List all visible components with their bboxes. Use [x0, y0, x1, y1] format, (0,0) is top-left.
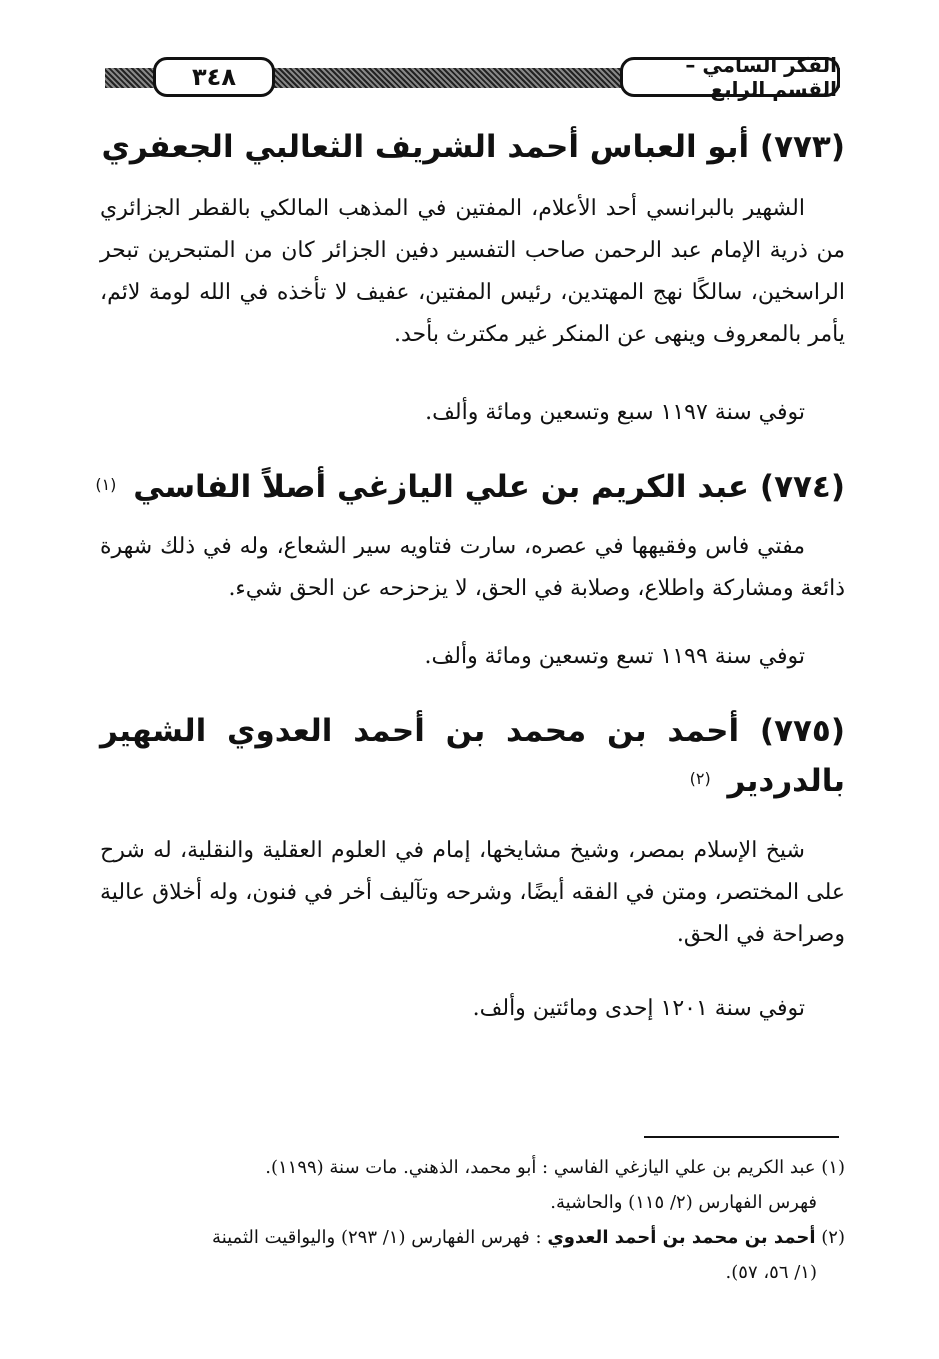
entry-773: [100, 122, 845, 172]
entry-773-body: [100, 188, 845, 356]
entry-death: توفي سنة ١٢٠١ إحدى ومائتين وألف.: [472, 996, 805, 1021]
entry-name: أبو العباس أحمد الشريف الثعالبي الجعفري: [101, 129, 750, 165]
entry-773-death: [100, 392, 845, 434]
footnote-2: [100, 1220, 845, 1255]
entry-774-body: [100, 526, 845, 610]
running-header: [105, 55, 840, 101]
page-number: ٣٤٨: [153, 57, 275, 97]
footnote-text: : فهرس الفهارس (١/ ٢٩٣) واليواقيت الثمينة: [212, 1227, 542, 1248]
book-title: الفكر السامي – القسم الرابع: [620, 57, 840, 97]
entry-774: [95, 462, 845, 512]
footnote-ref: (٢): [689, 769, 711, 788]
entry-bio: الشهير بالبرانسي أحد الأعلام، المفتين في المذهب المالكي بالقطر الجزائري من ذرية الإمام عبد الرحمن صاحب التفسير دفين الجزائر كان من المتبحرين تبحر الراسخين، سالكًا نهج المهتدين، رئيس المفتين، عفيف لا تأخذه في الله لومة لائم، يأمر بالمعروف وينهى عن المنكر غير مكترث بأحد.: [100, 196, 845, 347]
entry-775: [100, 706, 845, 806]
entry-heading: [100, 122, 845, 172]
footnote-name: عبد الكريم بن علي اليازغي الفاسي: [553, 1157, 816, 1178]
footnote-marker: (١): [821, 1157, 845, 1178]
entry-bio: شيخ الإسلام بمصر، وشيخ مشايخها، إمام في العلوم العقلية والنقلية، له شرح على المختصر، ومتن في الفقه أيضًا، وشرحه وتآليف أخر في فنون، وله أخلاق عالية وصراحة في الحق.: [100, 838, 845, 947]
entry-heading: [95, 462, 845, 512]
footnote-ref: (١): [95, 475, 117, 494]
entry-death: توفي سنة ١١٩٩ تسع وتسعين ومائة وألف.: [424, 644, 805, 669]
entry-775-body: [100, 830, 845, 956]
entry-bio: مفتي فاس وفقيهها في عصره، سارت فتاويه سير الشعاع، وله في ذلك شهرة ذائعة ومشاركة واطلاع، وصلابة في الحق، لا يزحزحه عن الحق شيء.: [100, 534, 845, 601]
entry-name: أحمد بن محمد بن أحمد العدوي الشهير بالدردير: [100, 713, 845, 799]
footnote-2-cont: [100, 1255, 845, 1290]
footnotes: [100, 1150, 845, 1290]
entry-death: توفي سنة ١١٩٧ سبع وتسعين ومائة وألف.: [425, 400, 805, 425]
entry-775-death: [100, 988, 845, 1030]
entry-number: (٧٧٥): [759, 713, 846, 749]
entry-774-death: [100, 636, 845, 678]
entry-number: (٧٧٣): [759, 129, 845, 165]
footnote-1-cont: [100, 1185, 845, 1220]
entry-name: عبد الكريم بن علي اليازغي أصلاً الفاسي: [133, 469, 750, 505]
entry-number: (٧٧٤): [759, 469, 845, 505]
entry-heading: [100, 706, 845, 806]
footnote-text: فهرس الفهارس (٢/ ١١٥) والحاشية.: [550, 1192, 817, 1213]
footnote-1: [100, 1150, 845, 1185]
footnote-text: : أبو محمد، الذهني. مات سنة (١١٩٩).: [265, 1157, 549, 1178]
footnote-name: أحمد بن محمد بن أحمد العدوي: [547, 1227, 816, 1248]
footnote-marker: (٢): [821, 1227, 845, 1248]
footnote-text: (١/ ٥٦، ٥٧).: [725, 1262, 817, 1283]
footnote-separator: [644, 1136, 839, 1138]
